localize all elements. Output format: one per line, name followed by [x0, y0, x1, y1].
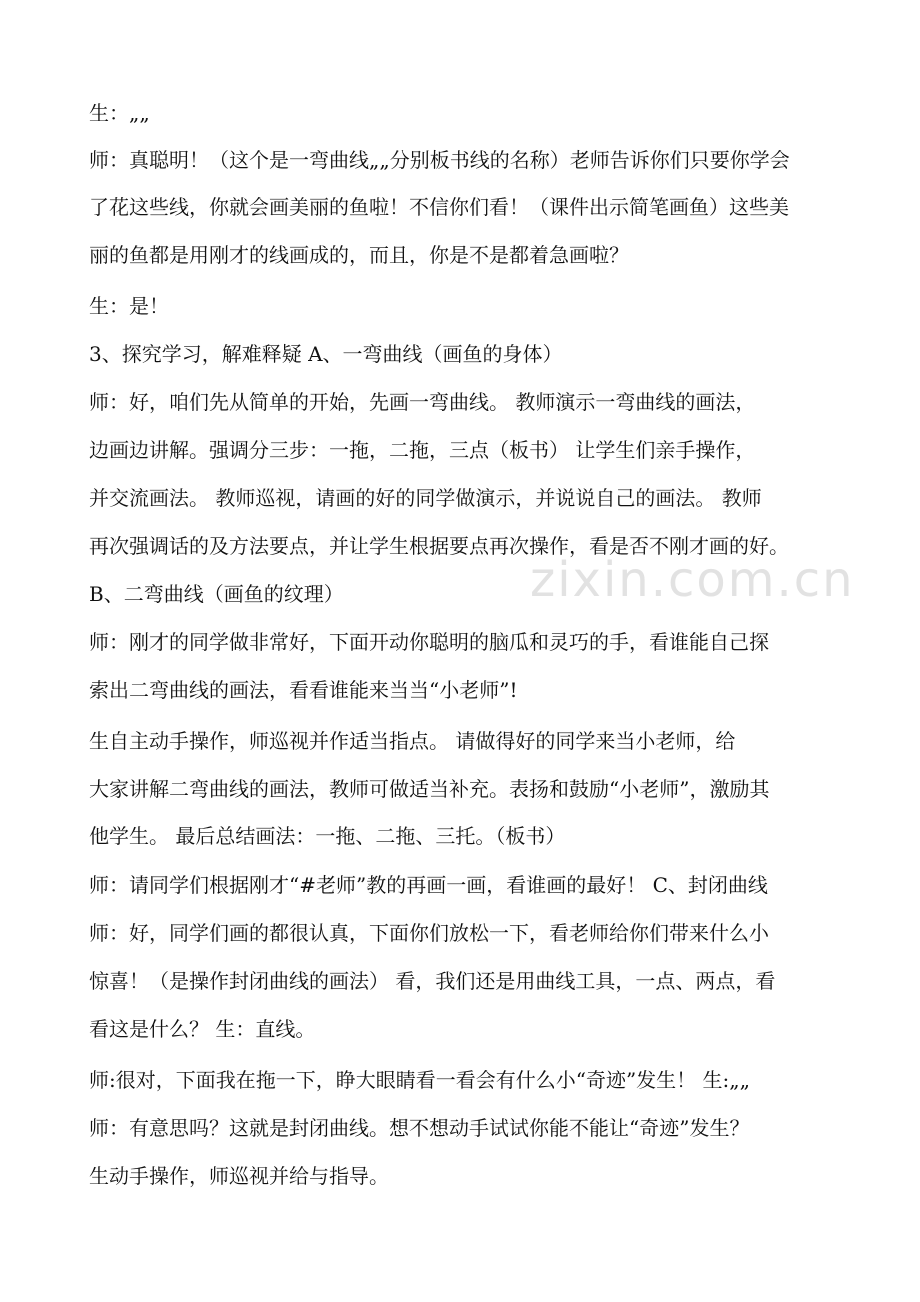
text-line-8: 边画边讲解。强调分三步：一拖，二拖，三点（板书） 让学生们亲手操作， [89, 438, 756, 462]
text-line-3: 了花这些线，你就会画美丽的鱼啦！不信你们看！（课件出示简笔画鱼）这些美 [89, 195, 789, 219]
text-line-5: 生：是！ [89, 294, 169, 318]
text-line-2: 师：真聪明！（这个是一弯曲线„„分别板书线的名称）老师告诉你们只要你学会 [89, 148, 790, 172]
text-line-4: 丽的鱼都是用刚才的线画成的，而且，你是不是都着急画啦？ [89, 243, 629, 267]
text-line-6: 3、探究学习，解难释疑 A、一弯曲线（画鱼的身体） [89, 342, 563, 366]
text-line-17: 师：请同学们根据刚才“#老师”教的再画一画，看谁画的最好！ C、封闭曲线 [89, 873, 768, 897]
text-line-14: 生自主动手操作，师巡视并作适当指点。 请做得好的同学来当小老师，给 [89, 729, 736, 753]
text-line-15: 大家讲解二弯曲线的画法，教师可做适当补充。表扬和鼓励“小老师”，激励其 [89, 777, 770, 801]
watermark: zixin.com.cn [530, 552, 855, 608]
text-line-20: 看这是什么？ 生：直线。 [89, 1017, 316, 1041]
text-line-23: 生动手操作，师巡视并给与指导。 [89, 1164, 389, 1188]
text-line-9: 并交流画法。 教师巡视，请画的好的同学做演示，并说说自己的画法。 教师 [89, 486, 762, 510]
text-line-16: 他学生。 最后总结画法：一拖、二拖、三托。（板书） [89, 824, 566, 848]
text-line-7: 师：好，咱们先从简单的开始，先画一弯曲线。 教师演示一弯曲线的画法， [89, 390, 756, 414]
text-line-12: 师：刚才的同学做非常好，下面开动你聪明的脑瓜和灵巧的手，看谁能自己探 [89, 630, 769, 654]
text-line-11: B、二弯曲线（画鱼的纹理） [89, 582, 344, 606]
text-line-13: 索出二弯曲线的画法，看看谁能来当当“小老师”! [89, 678, 518, 702]
text-line-21: 师:很对，下面我在拖一下，睁大眼睛看一看会有什么小“奇迹”发生！ 生:„„ [89, 1068, 751, 1092]
text-line-10: 再次强调话的及方法要点，并让学生根据要点再次操作，看是否不刚才画的好。 [89, 534, 789, 558]
text-line-22: 师：有意思吗？这就是封闭曲线。想不想动手试试你能不能让“奇迹”发生？ [89, 1116, 750, 1140]
text-line-18: 师：好，同学们画的都很认真，下面你们放松一下，看老师给你们带来什么小 [89, 921, 769, 945]
text-line-19: 惊喜！（是操作封闭曲线的画法） 看，我们还是用曲线工具，一点、两点，看 [89, 969, 776, 993]
text-line-1: 生：„„ [89, 101, 150, 125]
